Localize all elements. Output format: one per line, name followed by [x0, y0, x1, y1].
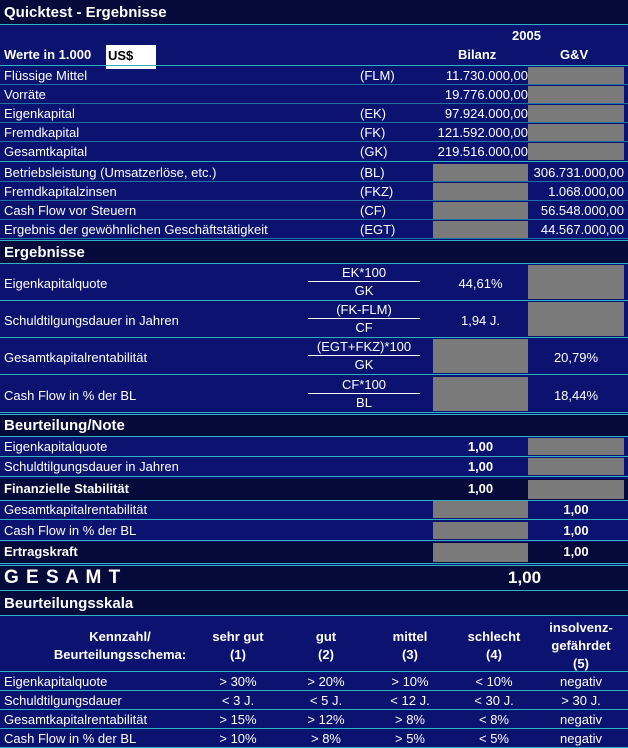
skala-value-col1: > 30% [219, 674, 257, 689]
skala-col3-line2: (3) [402, 647, 418, 662]
beurteilung-guv-note: 1,00 [563, 502, 589, 517]
input-row-label: Cash Flow vor Steuern [4, 203, 137, 218]
ergebnis-label: Gesamtkapitalrentabilität [4, 350, 148, 365]
skala-col1-line2: (1) [230, 647, 246, 662]
skala-col2-line2: (2) [318, 647, 334, 662]
beurteilung-title: Beurteilung/Note [4, 417, 125, 434]
skala-col4-line1: schlecht [467, 629, 521, 644]
skala-value-col3: > 5% [395, 731, 425, 746]
beurteilung-guv-note: 1,00 [563, 523, 589, 538]
skala-col5-line1: insolvenz- [549, 620, 613, 635]
formula-denominator: BL [356, 395, 372, 410]
skala-value-col4: < 8% [479, 712, 509, 727]
skala-value-col5: negativ [560, 731, 602, 746]
beurteilung-bilanz-note: 1,00 [467, 459, 494, 474]
input-row-label: Vorräte [4, 87, 46, 102]
guv-empty-cell [528, 86, 624, 103]
skala-header [0, 591, 628, 615]
ergebnis-bilanz-value: 44,61% [458, 276, 503, 291]
skala-value-col4: < 30 J. [474, 693, 514, 708]
input-row-abbr: (GK) [360, 144, 388, 159]
skala-value-col3: > 8% [395, 712, 425, 727]
input-row-label: Flüssige Mittel [4, 68, 88, 83]
skala-value-col1: < 3 J. [221, 693, 255, 708]
guv-empty-cell [528, 480, 624, 499]
guv-value-cell[interactable]: 56.548.000,00 [540, 203, 624, 218]
guv-empty-cell [528, 105, 624, 122]
skala-col5-line2: gefährdet [551, 638, 611, 653]
formula-numerator: EK*100 [308, 266, 420, 282]
skala-value-col2: > 8% [311, 731, 341, 746]
skala-value-col2: < 5 J. [309, 693, 343, 708]
page-title: Quicktest - Ergebnisse [4, 4, 167, 21]
formula-denominator: GK [354, 357, 374, 372]
gesamt-row [0, 566, 628, 590]
formula-denominator: CF [355, 320, 373, 335]
skala-value-col2: > 12% [307, 712, 345, 727]
skala-row-label: Cash Flow in % der BL [4, 731, 137, 746]
input-row-abbr: (EGT) [360, 222, 396, 237]
skala-col4-line2: (4) [486, 647, 502, 662]
formula-numerator: CF*100 [308, 378, 420, 394]
beurteilung-label: Eigenkapitalquote [4, 439, 108, 454]
guv-empty-cell [528, 143, 624, 160]
input-row-abbr: (EK) [360, 106, 386, 121]
guv-empty-cell [528, 458, 624, 475]
ergebnis-formula [308, 303, 420, 335]
guv-empty-cell [528, 124, 624, 141]
bilanz-empty-cell [433, 339, 528, 373]
ergebnis-label: Schuldtilgungsdauer in Jahren [4, 313, 179, 328]
input-row-label: Eigenkapital [4, 106, 75, 121]
skala-value-col5: > 30 J. [561, 693, 601, 708]
skala-row-label: Gesamtkapitalrentabilität [4, 712, 148, 727]
ergebnis-formula [308, 266, 420, 298]
bilanz-value-cell[interactable]: 19.776.000,00 [444, 87, 528, 102]
guv-empty-cell [528, 438, 624, 455]
skala-value-col1: > 10% [219, 731, 257, 746]
guv-value-cell[interactable]: 1.068.000,00 [548, 184, 624, 199]
ergebnis-guv-value: 20,79% [553, 350, 599, 365]
bilanz-value-cell[interactable]: 219.516.000,00 [437, 144, 528, 159]
input-row-abbr: (CF) [360, 203, 386, 218]
beurteilung-guv-note: 1,00 [563, 544, 589, 559]
skala-col3-line1: mittel [392, 629, 428, 644]
skala-col0-line1: Kennzahl/ [89, 629, 151, 644]
title-bar [0, 0, 628, 24]
guv-empty-cell [528, 302, 624, 336]
ergebnisse-header [0, 241, 628, 263]
bilanz-empty-cell [433, 377, 528, 411]
currency-field[interactable]: US$ [106, 45, 156, 69]
skala-value-col4: < 10% [475, 674, 513, 689]
ergebnis-label: Eigenkapitalquote [4, 276, 108, 291]
ergebnis-formula [308, 340, 420, 372]
bilanz-value-cell[interactable]: 121.592.000,00 [437, 125, 528, 140]
skala-value-col5: negativ [560, 712, 602, 727]
formula-numerator: (FK-FLM) [308, 303, 420, 319]
col-guv-header: G&V [560, 47, 589, 62]
guv-empty-cell [528, 67, 624, 84]
skala-value-col5: negativ [560, 674, 602, 689]
ergebnis-bilanz-value: 1,94 J. [460, 313, 501, 328]
input-row-label: Fremdkapital [4, 125, 80, 140]
skala-value-col4: < 5% [479, 731, 509, 746]
skala-title: Beurteilungsskala [4, 595, 134, 612]
bilanz-empty-cell [433, 501, 528, 518]
beurteilung-label: Schuldtilgungsdauer in Jahren [4, 459, 179, 474]
bilanz-value-cell[interactable]: 11.730.000,00 [445, 68, 528, 83]
beurteilung-label: Ertragskraft [4, 544, 78, 559]
guv-value-cell[interactable]: 44.567.000,00 [540, 222, 624, 237]
beurteilung-label: Gesamtkapitalrentabilität [4, 502, 148, 517]
skala-col0-line2: Beurteilungsschema: [53, 647, 187, 662]
guv-empty-cell [528, 265, 624, 299]
ergebnisse-title: Ergebnisse [4, 244, 85, 261]
skala-col5-line3: (5) [573, 656, 589, 671]
gesamt-label: G E S A M T [4, 567, 122, 588]
bilanz-empty-cell [433, 543, 528, 562]
ergebnis-guv-value: 18,44% [553, 388, 599, 403]
bilanz-value-cell[interactable]: 97.924.000,00 [444, 106, 528, 121]
year-label: 2005 [512, 28, 541, 43]
skala-value-col3: < 12 J. [390, 693, 430, 708]
guv-value-cell[interactable]: 306.731.000,00 [533, 165, 624, 180]
skala-row-label: Schuldtilgungsdauer [4, 693, 122, 708]
input-row-label: Ergebnis der gewöhnlichen Geschäftstätigkeit [4, 222, 268, 237]
beurteilung-header [0, 415, 628, 436]
input-row-abbr: (BL) [360, 165, 385, 180]
beurteilung-label: Finanzielle Stabilität [4, 481, 129, 496]
input-row-label: Gesamtkapital [4, 144, 88, 159]
input-row-abbr: (FK) [360, 125, 386, 140]
skala-col1-line1: sehr gut [212, 629, 264, 644]
werte-label: Werte in 1.000 [4, 47, 92, 62]
input-row-label: Fremdkapitalzinsen [4, 184, 117, 199]
skala-col2-line1: gut [315, 629, 337, 644]
skala-value-col2: > 20% [307, 674, 345, 689]
skala-value-col3: > 10% [391, 674, 429, 689]
input-row-abbr: (FLM) [360, 68, 395, 83]
bilanz-empty-cell [433, 522, 528, 539]
input-row-abbr: (FKZ) [360, 184, 394, 199]
col-bilanz-header: Bilanz [458, 47, 497, 62]
beurteilung-bilanz-note: 1,00 [467, 481, 494, 496]
ergebnis-label: Cash Flow in % der BL [4, 388, 137, 403]
formula-numerator: (EGT+FKZ)*100 [308, 340, 420, 356]
skala-row-label: Eigenkapitalquote [4, 674, 108, 689]
beurteilung-label: Cash Flow in % der BL [4, 523, 137, 538]
gesamt-value: 1,00 [508, 568, 542, 587]
input-row-label: Betriebsleistung (Umsatzerlöse, etc.) [4, 165, 217, 180]
beurteilung-bilanz-note: 1,00 [467, 439, 494, 454]
ergebnis-formula [308, 378, 420, 410]
skala-value-col1: > 15% [219, 712, 257, 727]
formula-denominator: GK [354, 283, 374, 298]
